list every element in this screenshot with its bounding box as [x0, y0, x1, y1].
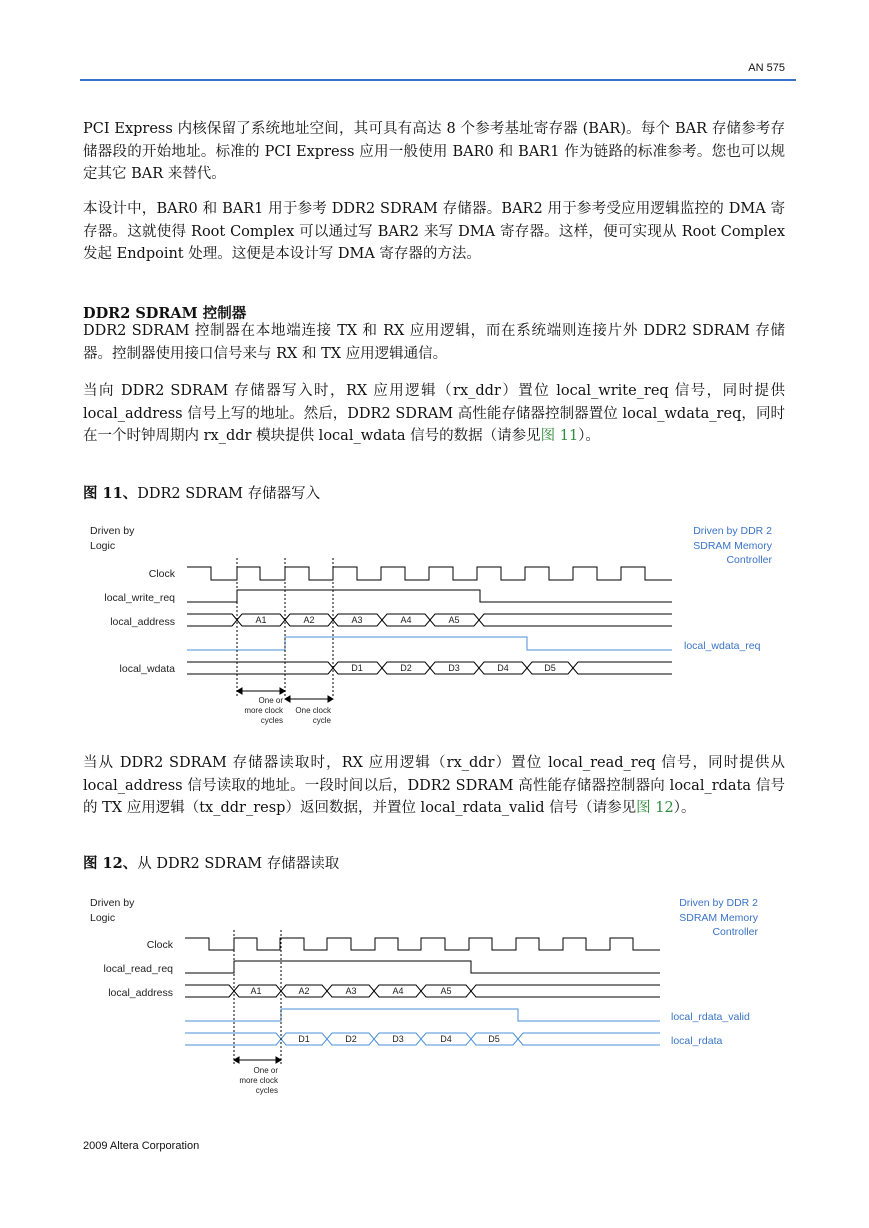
- figure11-annot1-line1: One or: [258, 696, 283, 705]
- figure11-data-d2: D2: [400, 663, 412, 673]
- figure11-annot2-line1: One clock: [295, 706, 331, 715]
- figure11-clock-wave: [187, 567, 672, 580]
- figure12-signal-clock: Clock: [146, 939, 173, 951]
- figure11-left-title-1: Driven by: [90, 525, 135, 537]
- figure12-annot1-line3: cycles: [255, 1086, 278, 1095]
- figure12-signal-address: local_address: [108, 987, 173, 999]
- figure11-guide-lines: [237, 558, 333, 696]
- figure12-left-title-2: Logic: [90, 912, 116, 924]
- figure12-data-d5: D5: [488, 1034, 500, 1044]
- figure12-signal-rdata-valid: local_rdata_valid: [671, 1011, 750, 1023]
- figure12-left-title-1: Driven by: [90, 897, 135, 909]
- figure11-data-d5: D5: [544, 663, 556, 673]
- figure11-addr-a1: A1: [255, 615, 267, 625]
- paragraph-controller-intro: DDR2 SDRAM 控制器在本地端连接 TX 和 RX 应用逻辑，而在系统端则连接片外 DDR2 SDRAM 存储器。控制器使用接口信号来与 RX 和 TX 应用逻辑通信。: [83, 323, 785, 362]
- figure11-signal-req: local_write_req: [104, 592, 175, 604]
- figure12-right-title-2: SDRAM Memory: [679, 912, 758, 924]
- figure11-right-title-1: Driven by DDR 2: [693, 525, 772, 537]
- figure11-label: 图 11、: [83, 485, 138, 502]
- figure11-link[interactable]: 图 11: [540, 428, 579, 444]
- figure12-arrow: [234, 1057, 281, 1063]
- figure11-right-title-3: Controller: [726, 554, 772, 566]
- section-title: DDR2 SDRAM 控制器: [83, 305, 247, 322]
- figure12-annot1-line1: One or: [253, 1066, 278, 1075]
- figure11-signal-wdata-req: local_wdata_req: [684, 640, 761, 652]
- figure11-annot2-line2: cycle: [312, 716, 331, 725]
- figure11-addr-a4: A4: [400, 615, 412, 625]
- figure11-data-d3: D3: [448, 663, 460, 673]
- figure11-wdata-req-wave: [187, 637, 672, 650]
- figure11-wdata-bus: [187, 662, 672, 674]
- figure11-signal-address: local_address: [110, 616, 175, 628]
- figure11-title: DDR2 SDRAM 存储器写入: [137, 486, 321, 502]
- figure11-annot1-line3: cycles: [260, 716, 283, 725]
- figure12-read-req-wave: [185, 961, 660, 973]
- figure11-right-title-2: SDRAM Memory: [693, 540, 772, 552]
- figure12-title: 从 DDR2 SDRAM 存储器读取: [137, 856, 340, 872]
- figure12-clock-wave: [185, 938, 660, 950]
- paragraph-read-text: 当从 DDR2 SDRAM 存储器读取时，RX 应用逻辑（rx_ddr）置位 local_read_req 信号，同时提供从 local_address 信号读取的地址。一段时间以后，DDR2 SDRAM 高性能存储器控制器向 local_rdata 信号的 TX 应用逻辑（tx_ddr_resp）返回数据，并置位 local_rdata_valid 信号（请参见: [83, 755, 785, 816]
- figure11-write-req-wave: [187, 590, 672, 602]
- figure12-rdata-valid-wave: [185, 1009, 660, 1021]
- figure12-data-d2: D2: [345, 1034, 357, 1044]
- figure12-addr-a5: A5: [440, 986, 452, 996]
- figure12-right-title-3: Controller: [712, 926, 758, 938]
- figure12-annot1-line2: more clock: [239, 1076, 278, 1085]
- paragraph-bar-intro: PCI Express 内核保留了系统地址空间，其可具有高达 8 个参考基址寄存器 (BAR)。每个 BAR 存储参考存储器段的开始地址。标准的 PCI Express 应用一般使用 BAR0 和 BAR1 作为链路的标准参考。您也可以规定其它 BAR 来替代。: [83, 121, 785, 182]
- document-id: AN 575: [748, 62, 785, 74]
- paragraph-write-text: 当向 DDR2 SDRAM 存储器写入时，RX 应用逻辑（rx_ddr）置位 local_write_req 信号，同时提供 local_address 信号上写的地址。然后，DDR2 SDRAM 高性能存储器控制器置位 local_wdata_req，同时在一个时钟周期内 rx_ddr 模块提供 local_wdata 信号的数据（请参见: [83, 383, 785, 444]
- figure12-signal-req: local_read_req: [103, 963, 173, 975]
- figure12-right-title-1: Driven by DDR 2: [679, 897, 758, 909]
- paragraph-read-end: ）。: [673, 800, 696, 816]
- footer-copyright: 2009 Altera Corporation: [83, 1140, 200, 1152]
- figure11-signal-wdata: local_wdata: [119, 663, 175, 675]
- figure11-data-d1: D1: [351, 663, 363, 673]
- figure12-addr-a4: A4: [392, 986, 404, 996]
- figure12-data-d1: D1: [298, 1034, 310, 1044]
- figure12-data-d4: D4: [440, 1034, 452, 1044]
- figure12-link[interactable]: 图 12: [636, 800, 674, 816]
- figure11-left-title-2: Logic: [90, 540, 116, 552]
- figure12-addr-a1: A1: [250, 986, 262, 996]
- figure12-addr-a2: A2: [298, 986, 310, 996]
- figure11-addr-a2: A2: [303, 615, 315, 625]
- figure11-data-d4: D4: [497, 663, 509, 673]
- figure11-addr-a5: A5: [448, 615, 460, 625]
- paragraph-read: [83, 752, 785, 820]
- figure11-signal-clock: Clock: [148, 568, 175, 580]
- figure12-addr-a3: A3: [345, 986, 357, 996]
- figure12-signal-rdata: local_rdata: [671, 1035, 723, 1047]
- paragraph-bar-usage: 本设计中，BAR0 和 BAR1 用于参考 DDR2 SDRAM 存储器。BAR2 用于参考受应用逻辑监控的 DMA 寄存器。这就使得 Root Complex 可以通过写 BAR2 来写 DMA 寄存器。这样，便可实现从 Root Complex 发起 Endpoint 处理。这便是本设计写 DMA 寄存器的方法。: [83, 201, 785, 262]
- figure11-annot1-line2: more clock: [244, 706, 283, 715]
- paragraph-write-end: ）。: [578, 428, 600, 444]
- figure12-data-d3: D3: [392, 1034, 404, 1044]
- figure12-rdata-bus: [185, 1033, 660, 1045]
- figure12-label: 图 12、: [83, 855, 138, 872]
- figure11-addr-a3: A3: [351, 615, 363, 625]
- figure12-caption: [83, 852, 339, 873]
